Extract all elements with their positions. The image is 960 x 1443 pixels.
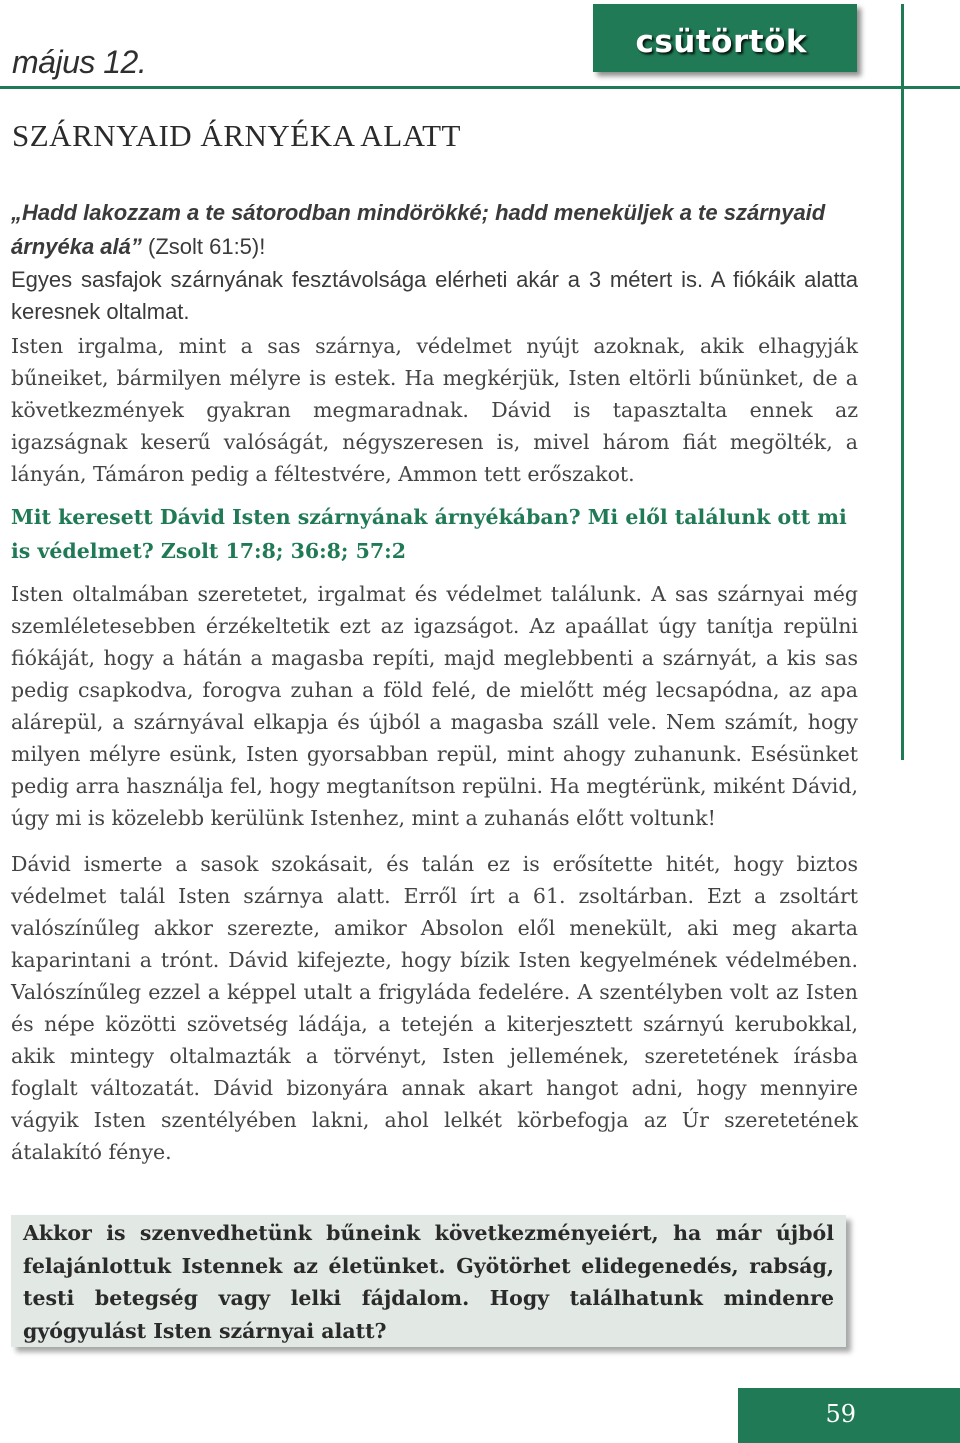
header-divider xyxy=(0,86,960,89)
body-paragraph-2: Isten oltalmában szeretetet, irgalmat és védelmet találunk. A sas szárnyai még szemléletesebben érzékeltetik ezt az igazságot. Az apaállat úgy tanítja repülni fiókáját, hogy a hátán a magasba repíti, majd meglebbenti a szárnyát, a kis sas pedig csapkodva, forogva zuhan a föld felé, de mielőtt még lecsapódna, az apa alárepül, a szárnyával elkapja és újból a magasba száll vele. Nem számít, hogy milyen mélyre esünk, Isten gyorsabban repül, mint ahogy zuhanunk. Esésünket pedig arra használja fel, hogy megtanítson repülni. Ha megtérünk, miként Dávid, úgy mi is közelebb kerülünk Istenhez, mint a zuhanás előtt voltunk! xyxy=(11,582,858,830)
margin-divider xyxy=(901,4,904,760)
weekday-label: csütörtök xyxy=(635,24,807,60)
verse-reference: (Zsolt 61:5)! xyxy=(141,234,266,259)
verse-text: „Hadd lakozzam a te sátorodban mindörökké; hadd meneküljek a te szárnyaid árnyéka alá” xyxy=(11,200,826,259)
callout-text: Akkor is szenvedhetünk bűneink következményeiért, ha már újból felajánlottuk Istennek az életünket. Gyötörhet elidegenedés, rabság, testi betegség vagy lelki fájdalom. Hogy találhatunk mindenre gyógyulást Isten szárnyai alatt? xyxy=(23,1221,834,1343)
bible-verse xyxy=(11,196,858,264)
article-title: SZÁRNYAID ÁRNYÉKA ALATT xyxy=(12,118,461,153)
intro-paragraph: Egyes sasfajok szárnyának fesztávolsága elérheti akár a 3 métert is. A fiókáik alatta keresnek oltalmat. xyxy=(11,267,858,324)
page-number: 59 xyxy=(825,1400,856,1428)
article-body xyxy=(11,196,858,1168)
body-paragraph-3: Dávid ismerte a sasok szokásait, és talán ez is erősítette hitét, hogy biztos védelmet talál Isten szárnya alatt. Erről írt a 61. zsoltárban. Ezt a zsoltárt valószínűleg akkor szerezte, amikor Absolon elől menekült, aki meg akarta kaparintani a trónt. Dávid kifejezte, hogy bízik Isten kegyelmének védelmében. Valószínűleg ezzel a képpel utalt a frigyláda fedelére. A szentélyben volt az Isten és népe közötti szövetség ládája, a tetején a kiterjesztett szárnyú kerubokkal, akik mintegy oltalmazták a törvényt, Isten jellemének, szeretetének írásba foglalt változatát. Dávid bizonyára annak akart hangot adni, hogy mennyire vágyik Isten szentélyében lakni, ahol lelkét körbefogja az Úr szeretetének átalakító fénye. xyxy=(11,852,858,1164)
weekday-banner xyxy=(593,4,857,72)
reflection-callout xyxy=(11,1215,846,1347)
date-label: május 12. xyxy=(12,44,147,80)
page-number-badge xyxy=(738,1388,960,1443)
body-paragraph-1: Isten irgalma, mint a sas szárnya, védelmet nyújt azoknak, akik elhagyják bűneiket, bármilyen mélyre is estek. Ha megkérjük, Isten eltörli bűnünket, de a következmények gyakran megmaradnak. Dávid is tapasztalta ennek az igazságnak keserű valóságát, négyszeresen is, mivel három fiát megölték, a lányán, Támáron pedig a féltestvére, Ammon tett erőszakot. xyxy=(11,334,858,486)
study-question: Mit keresett Dávid Isten szárnyának árnyékában? Mi elől találunk ott mi is védelmet? Zsolt 17:8; 36:8; 57:2 xyxy=(11,505,847,563)
